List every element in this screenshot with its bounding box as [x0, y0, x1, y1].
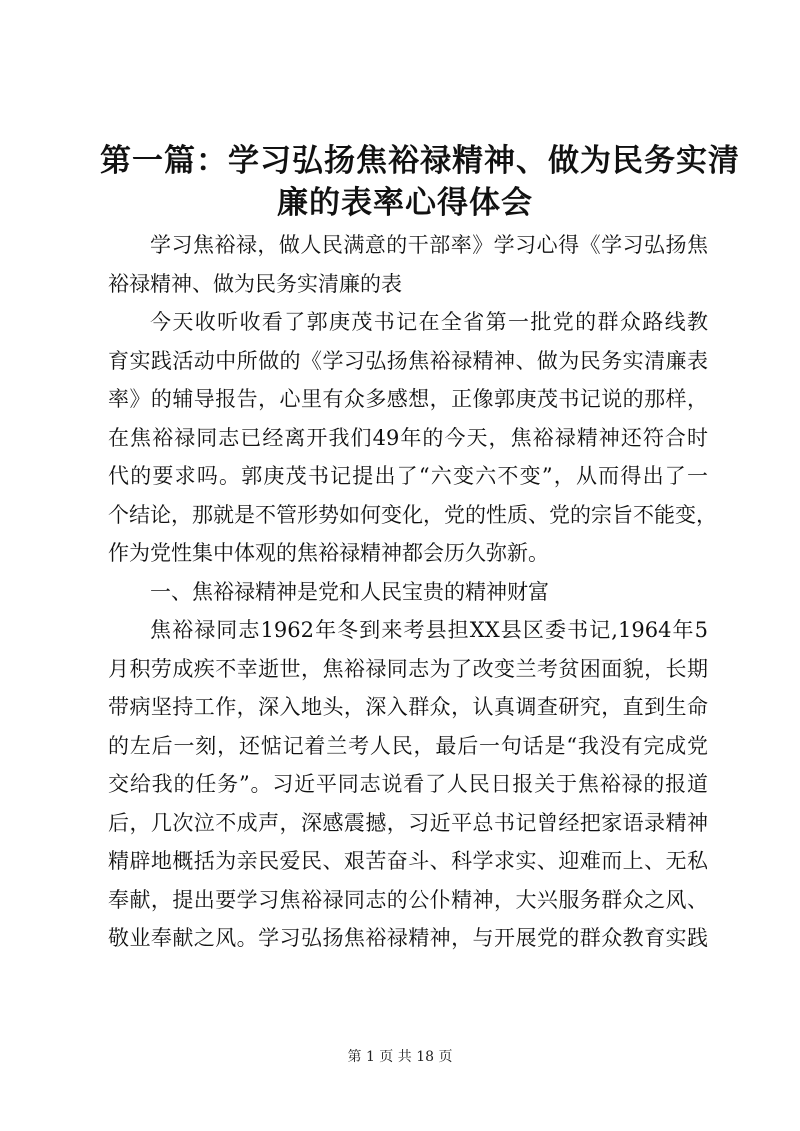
text-line: 代的要求吗。郭庚茂书记提出了“六变六不变”，从而得出了一 [108, 464, 708, 488]
document-body [108, 226, 717, 958]
text-line: 精辟地概括为亲民爱民、艰苦奋斗、科学求实、迎难而上、无私 [108, 849, 708, 873]
text-line: 后，几次泣不成声，深感震撼，习近平总书记曾经把家语录精神 [108, 810, 708, 835]
page-footer: 第 1 页 共 18 页 [347, 1049, 453, 1065]
text-line: 奉献，提出要学习焦裕禄同志的公仆精神，大兴服务群众之风、 [108, 887, 708, 912]
text-line: 月积劳成疾不幸逝世，焦裕禄同志为了改变兰考贫困面貌，长期 [108, 656, 708, 681]
text-line: 育实践活动中所做的《学习弘扬焦裕禄精神、做为民务实清廉表 [108, 348, 708, 373]
paragraph-intro [108, 226, 708, 303]
text-line: 学习焦裕禄，做人民满意的干部率》学习心得《学习弘扬焦 [150, 233, 708, 257]
title-line-1: 第一篇：学习弘扬焦裕禄精神、做为民务实清 [100, 143, 740, 179]
text-line: 在焦裕禄同志已经离开我们49年的今天，焦裕禄精神还符合时 [108, 425, 708, 450]
text-line: 敬业奉献之风。学习弘扬焦裕禄精神，与开展党的群众教育实践 [108, 926, 708, 950]
paragraph-report [108, 303, 717, 573]
section-heading [108, 573, 708, 612]
text-line: 的左后一刻，还惦记着兰考人民，最后一句话是“我没有完成党 [108, 733, 708, 758]
text-line: 交给我的任务”。习近平同志说看了人民日报关于焦裕禄的报道 [108, 772, 708, 796]
text-line: 裕禄精神、做为民务实清廉的表 [108, 271, 402, 296]
text-line: 今天收听收看了郭庚茂书记在全省第一批党的群众路线教 [150, 310, 708, 334]
paragraph-jiao-yulu [108, 611, 708, 958]
page-title [100, 140, 740, 224]
text-line: 焦裕禄同志1962年冬到来考县担XX县区委书记,1964年5 [150, 618, 708, 642]
text-line: 带病坚持工作，深入地头，深入群众，认真调查研究，直到生命 [108, 695, 708, 719]
text-line: 个结论，那就是不管形势如何变化，党的性质、党的宗旨不能变， [108, 502, 717, 527]
text-line: 一、焦裕禄精神是党和人民宝贵的精神财富 [150, 579, 549, 604]
text-line: 作为党性集中体观的焦裕禄精神都会历久弥新。 [108, 541, 549, 565]
title-line-2: 廉的表率心得体会 [277, 185, 533, 221]
text-line: 率》的辅导报告，心里有众多感想，正像郭庚茂书记说的那样， [108, 387, 708, 411]
